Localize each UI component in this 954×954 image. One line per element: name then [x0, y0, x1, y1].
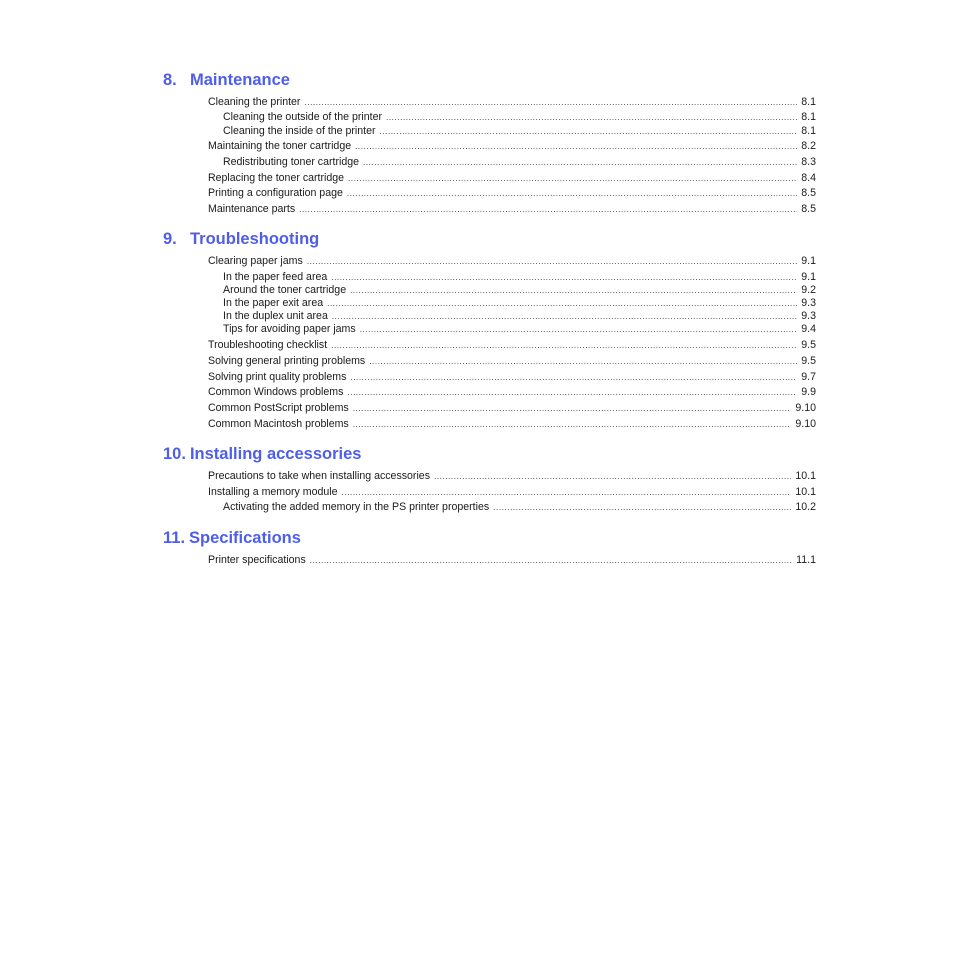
toc-entry[interactable]: [208, 418, 816, 431]
chapter-number: 9.: [163, 230, 177, 248]
toc-entry-page: 8.2: [801, 140, 816, 152]
chapter-heading-specifications[interactable]: [163, 529, 301, 547]
toc-entry-label: Around the toner cartridge: [223, 284, 347, 296]
toc-entry[interactable]: [208, 470, 816, 483]
toc-entry-label: Clearing paper jams: [208, 255, 303, 267]
toc-entry-page: 9.1: [801, 255, 816, 267]
toc-entry[interactable]: [208, 355, 816, 368]
toc-entry-label: In the duplex unit area: [223, 310, 328, 322]
toc-entry-page: 9.10: [795, 418, 816, 430]
toc-entry-label: In the paper feed area: [223, 271, 328, 283]
dot-leader: [331, 271, 797, 284]
toc-entry-label: Common Macintosh problems: [208, 418, 349, 430]
toc-entry-page: 8.4: [801, 172, 816, 184]
chapter-heading-maintenance[interactable]: [163, 71, 290, 89]
dot-leader: [310, 554, 792, 567]
chapter-number: 10.: [163, 445, 186, 463]
dot-leader: [332, 310, 797, 323]
toc-entry-page: 10.2: [795, 501, 816, 513]
toc-entry[interactable]: [223, 310, 816, 323]
toc-entry-label: Solving print quality problems: [208, 371, 347, 383]
toc-entry[interactable]: [208, 402, 816, 415]
dot-leader: [347, 187, 797, 200]
toc-entry-page: 8.5: [801, 187, 816, 199]
dot-leader: [369, 355, 797, 368]
dot-leader: [353, 402, 792, 415]
toc-entry[interactable]: [223, 156, 816, 169]
toc-entry-page: 9.5: [801, 339, 816, 351]
toc-entry[interactable]: [208, 371, 816, 384]
dot-leader: [350, 371, 797, 384]
toc-entry[interactable]: [208, 140, 816, 153]
toc-entry-label: Installing a memory module: [208, 486, 338, 498]
toc-entry-label: Cleaning the outside of the printer: [223, 111, 383, 123]
dot-leader: [434, 470, 791, 483]
toc-entry[interactable]: [223, 111, 816, 124]
toc-entry-page: 11.1: [796, 554, 816, 566]
toc-entry-label: Redistributing toner cartridge: [223, 156, 360, 168]
toc-entry-page: 9.2: [801, 284, 816, 296]
chapter-heading-troubleshooting[interactable]: [163, 230, 319, 248]
chapter-number: 8.: [163, 71, 177, 89]
toc-entry-page: 9.5: [801, 355, 816, 367]
toc-entry[interactable]: [223, 125, 816, 138]
dot-leader: [380, 125, 798, 138]
dot-leader: [299, 203, 797, 216]
toc-entry-page: 8.3: [801, 156, 816, 168]
toc-entry[interactable]: [208, 255, 816, 268]
chapter-heading-installing-accessories[interactable]: [163, 445, 361, 463]
toc-entry[interactable]: [223, 297, 816, 310]
toc-entry-page: 8.1: [801, 96, 816, 108]
toc-entry[interactable]: [223, 284, 816, 297]
dot-leader: [350, 284, 797, 297]
toc-entry[interactable]: [223, 271, 816, 284]
toc-entry-label: Cleaning the printer: [208, 96, 301, 108]
toc-entry-page: 9.3: [801, 310, 816, 322]
toc-entry-page: 8.1: [801, 125, 816, 137]
toc-entry-label: Printer specifications: [208, 554, 306, 566]
chapter-number: 11.: [163, 529, 186, 547]
toc-entry-page: 10.1: [795, 486, 816, 498]
chapter-title: Installing accessories: [189, 445, 362, 463]
toc-entry-label: Tips for avoiding paper jams: [223, 323, 356, 335]
toc-entry-label: Maintaining the toner cartridge: [208, 140, 352, 152]
chapter-title: Troubleshooting: [190, 230, 320, 248]
chapter-title: Specifications: [189, 529, 301, 547]
dot-leader: [360, 323, 798, 336]
chapter-title: Maintenance: [190, 71, 290, 89]
toc-entry-label: Replacing the toner cartridge: [208, 172, 345, 184]
toc-entry-label: Precautions to take when installing accessories: [208, 470, 430, 482]
toc-entry[interactable]: [208, 96, 816, 109]
toc-entry[interactable]: [208, 203, 816, 216]
toc-entry-label: Troubleshooting checklist: [208, 339, 328, 351]
toc-entry-page: 9.10: [795, 402, 816, 414]
toc-entry-page: 8.1: [801, 111, 816, 123]
toc-entry-page: 9.9: [801, 386, 816, 398]
dot-leader: [331, 339, 797, 352]
toc-entry-label: Common Windows problems: [208, 386, 344, 398]
toc-entry[interactable]: [208, 172, 816, 185]
toc-entry-label: Solving general printing problems: [208, 355, 366, 367]
dot-leader: [304, 96, 797, 109]
dot-leader: [363, 156, 797, 169]
toc-entry-page: 9.7: [801, 371, 816, 383]
toc-entry-page: 10.1: [795, 470, 816, 482]
toc-entry-page: 8.5: [801, 203, 816, 215]
dot-leader: [493, 501, 791, 514]
dot-leader: [355, 140, 797, 153]
toc-entry[interactable]: [208, 486, 816, 499]
toc-entry-page: 9.1: [801, 271, 816, 283]
toc-entry[interactable]: [208, 339, 816, 352]
toc-entry-label: Printing a configuration page: [208, 187, 343, 199]
toc-entry-page: 9.4: [801, 323, 816, 335]
toc-entry[interactable]: [208, 554, 816, 567]
toc-entry[interactable]: [208, 386, 816, 399]
dot-leader: [348, 172, 797, 185]
dot-leader: [342, 486, 792, 499]
toc-entry[interactable]: [223, 501, 816, 514]
toc-entry-label: Maintenance parts: [208, 203, 296, 215]
dot-leader: [307, 255, 797, 268]
toc-entry-label: Activating the added memory in the PS printer properties: [223, 501, 490, 513]
toc-entry-page: 9.3: [801, 297, 816, 309]
toc-entry[interactable]: [223, 323, 816, 336]
dot-leader: [353, 418, 792, 431]
toc-entry-label: In the paper exit area: [223, 297, 324, 309]
dot-leader: [347, 386, 797, 399]
dot-leader: [327, 297, 797, 310]
toc-entry[interactable]: [208, 187, 816, 200]
toc-entry-label: Common PostScript problems: [208, 402, 349, 414]
dot-leader: [386, 111, 797, 124]
toc-entry-label: Cleaning the inside of the printer: [223, 125, 376, 137]
